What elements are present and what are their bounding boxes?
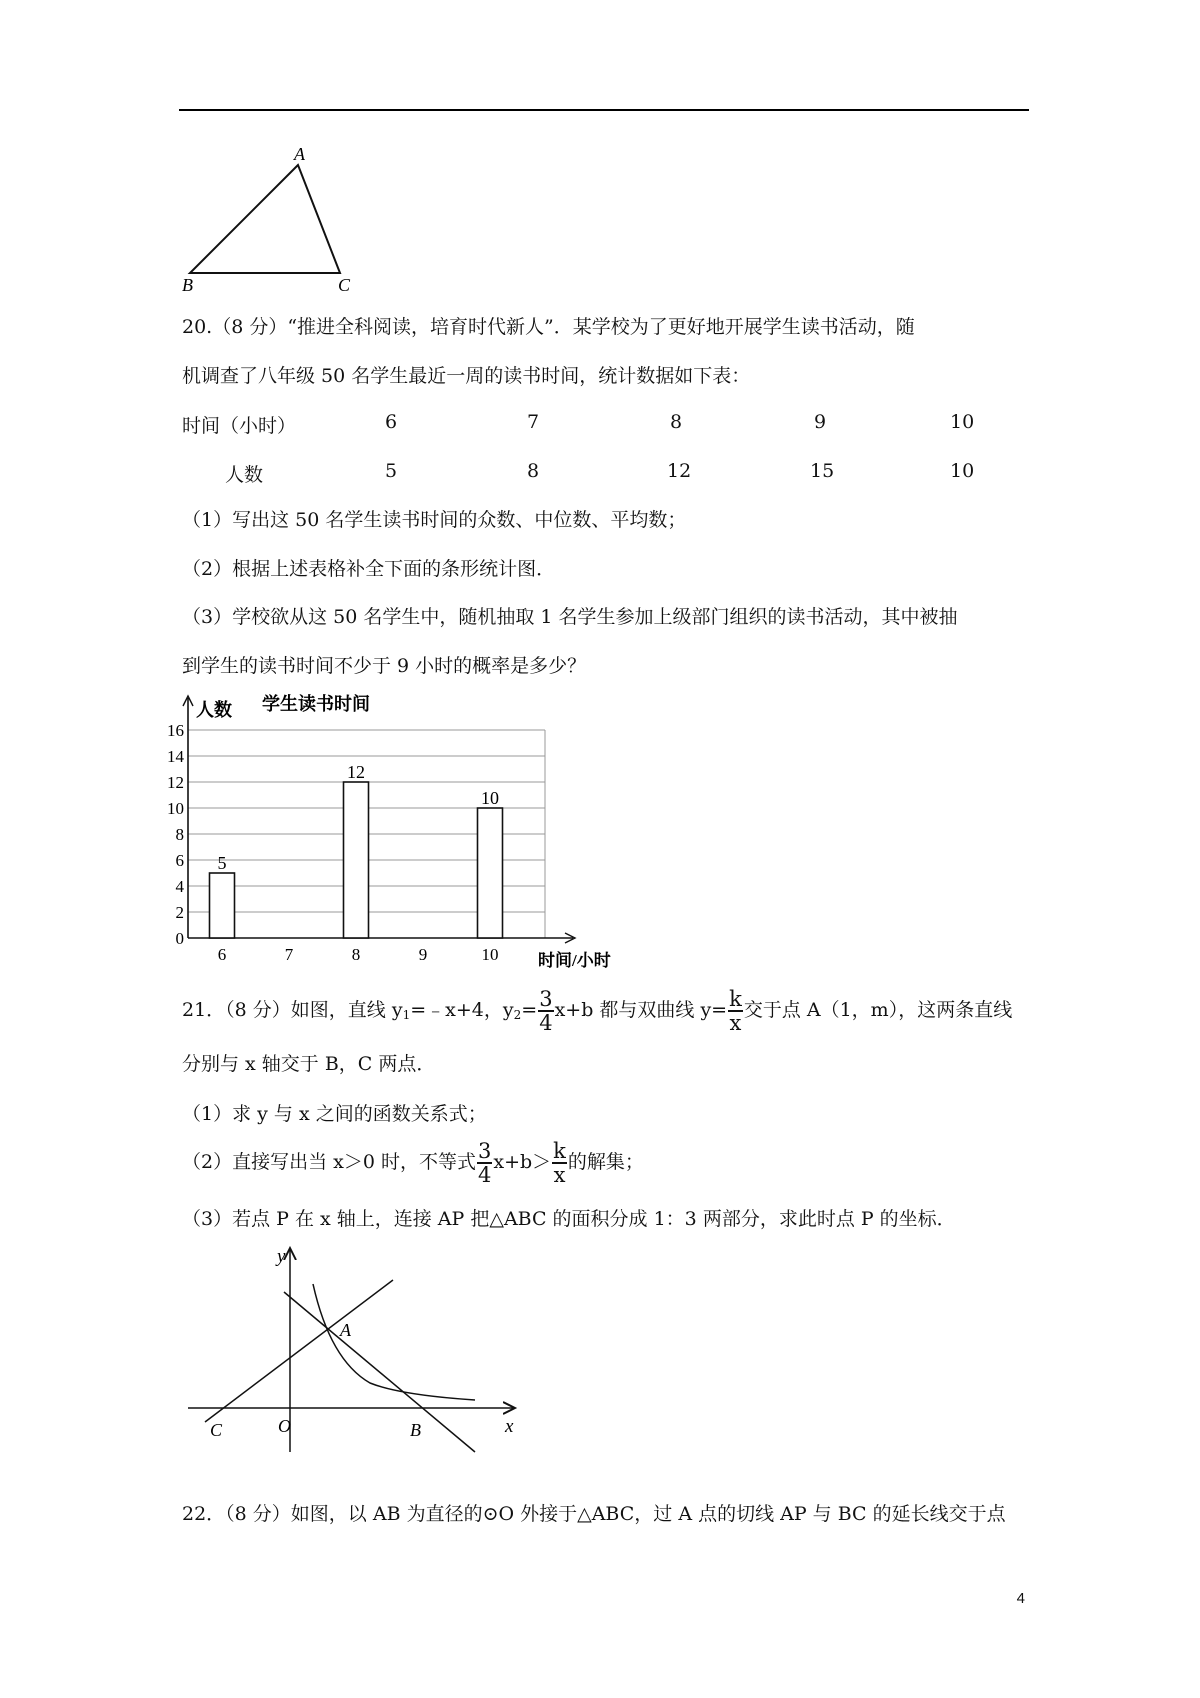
table-cell: 9 xyxy=(814,411,827,433)
fraction-denominator: x xyxy=(729,1011,742,1035)
subscript-1: 1 xyxy=(402,1008,411,1022)
origin-label: O xyxy=(278,1416,291,1436)
q21-text-e: 交于点 A（1，m），这两条直线 xyxy=(743,999,1013,1021)
bar-value-label: 12 xyxy=(347,762,365,782)
bar xyxy=(344,782,369,938)
fraction-k-x xyxy=(728,988,743,1034)
y-tick-label: 2 xyxy=(175,903,184,922)
y-tick-label: 6 xyxy=(175,851,184,870)
table-header-count: 人数 xyxy=(225,464,264,486)
q21-text-c: = xyxy=(521,999,538,1021)
fraction-denominator: 4 xyxy=(477,1163,492,1187)
q21-p2-text-a: （2）直接写出当 x＞0 时，不等式 xyxy=(182,1151,476,1173)
x-tick-label: 8 xyxy=(351,945,361,964)
fraction-3-4 xyxy=(477,1140,492,1186)
header-rule xyxy=(179,109,1029,111)
q21-line2: 分别与 x 轴交于 B，C 两点． xyxy=(182,1053,436,1075)
point-c-label: C xyxy=(210,1420,223,1440)
x-tick-label: 7 xyxy=(284,945,294,964)
point-a-label: A xyxy=(340,1320,351,1340)
q20-line1: 20.（8 分）“推进全科阅读，培育时代新人”．某学校为了更好地开展学生读书活动，随 xyxy=(182,316,915,338)
q20-part3a: （3）学校欲从这 50 名学生中，随机抽取 1 名学生参加上级部门组织的读书活动，其中被抽 xyxy=(182,606,958,628)
q21-text-b: =﹣x+4，y xyxy=(410,999,514,1021)
y-tick-label: 8 xyxy=(175,825,184,844)
y-tick-label: 16 xyxy=(167,721,184,740)
vertex-a-label: A xyxy=(294,144,305,164)
fraction-numerator: k xyxy=(729,987,742,1011)
q21-text-a: 21．（8 分）如图，直线 y xyxy=(182,999,403,1021)
bar-chart xyxy=(167,690,690,970)
hyperbola-curve xyxy=(313,1284,475,1400)
line-y1 xyxy=(284,1292,475,1452)
q21-part2 xyxy=(182,1140,644,1186)
q21-p2-text-c: 的解集； xyxy=(567,1151,644,1173)
table-header-time: 时间（小时） xyxy=(182,415,297,437)
y-tick-label: 12 xyxy=(167,773,184,792)
chart-title: 学生读书时间 xyxy=(262,694,370,714)
y-tick-label: 14 xyxy=(167,747,184,766)
triangle-figure xyxy=(180,145,380,295)
bar xyxy=(210,873,235,938)
fraction-k-x xyxy=(552,1140,567,1186)
table-cell: 8 xyxy=(670,411,683,433)
fraction-3-4 xyxy=(538,988,553,1034)
coordinate-graph xyxy=(180,1240,520,1460)
table-cell: 12 xyxy=(667,460,692,482)
x-tick-label: 9 xyxy=(418,945,428,964)
q21-part1: （1）求 y 与 x 之间的函数关系式； xyxy=(182,1103,487,1125)
q21-line1 xyxy=(182,988,1012,1034)
line-y2 xyxy=(205,1280,393,1422)
y-axis-label: 人数 xyxy=(196,700,232,720)
bar-value-label: 5 xyxy=(217,853,227,873)
table-cell: 15 xyxy=(810,460,835,482)
table-cell: 10 xyxy=(950,411,975,433)
q22-line: 22．（8 分）如图，以 AB 为直径的⊙O 外接于△ABC，过 A 点的切线 AP 与 BC 的延长线交于点 xyxy=(182,1503,1006,1525)
x-tick-label: 10 xyxy=(481,945,499,964)
page-number: 4 xyxy=(1016,1590,1025,1607)
table-cell: 10 xyxy=(950,460,975,482)
y-tick-label: 4 xyxy=(175,877,184,896)
q21-p2-text-b: x+b＞ xyxy=(493,1151,552,1173)
q20-part3b: 到学生的读书时间不少于 9 小时的概率是多少？ xyxy=(182,655,587,677)
axis-label-x: x xyxy=(505,1416,514,1437)
table-cell: 8 xyxy=(527,460,540,482)
y-tick-label: 0 xyxy=(175,929,184,948)
q20-line2: 机调查了八年级 50 名学生最近一周的读书时间，统计数据如下表： xyxy=(182,365,751,387)
table-cell: 7 xyxy=(527,411,540,433)
fraction-numerator: 3 xyxy=(477,1139,492,1163)
vertex-c-label: C xyxy=(338,275,351,295)
point-b-label: B xyxy=(410,1420,421,1440)
axis-label-y: y xyxy=(277,1246,286,1267)
fraction-numerator: k xyxy=(553,1139,566,1163)
q21-text-d: x+b 都与双曲线 y= xyxy=(554,999,728,1021)
q20-part2: （2）根据上述表格补全下面的条形统计图． xyxy=(182,558,556,580)
fraction-denominator: 4 xyxy=(539,1011,553,1035)
q20-part1: （1）写出这 50 名学生读书时间的众数、中位数、平均数； xyxy=(182,509,687,531)
vertex-b-label: B xyxy=(182,275,193,295)
table-cell: 6 xyxy=(385,411,398,433)
fraction-numerator: 3 xyxy=(539,987,553,1011)
x-axis-label: 时间/小时 xyxy=(538,951,611,970)
q21-part3: （3）若点 P 在 x 轴上，连接 AP 把△ABC 的面积分成 1：3 两部分，求此时点 P 的坐标． xyxy=(182,1208,956,1230)
bar xyxy=(478,808,503,938)
bar-value-label: 10 xyxy=(481,788,499,808)
table-cell: 5 xyxy=(385,460,398,482)
y-tick-label: 10 xyxy=(167,799,184,818)
fraction-denominator: x xyxy=(553,1163,566,1187)
x-tick-label: 6 xyxy=(217,945,227,964)
subscript-2: 2 xyxy=(513,1008,522,1022)
